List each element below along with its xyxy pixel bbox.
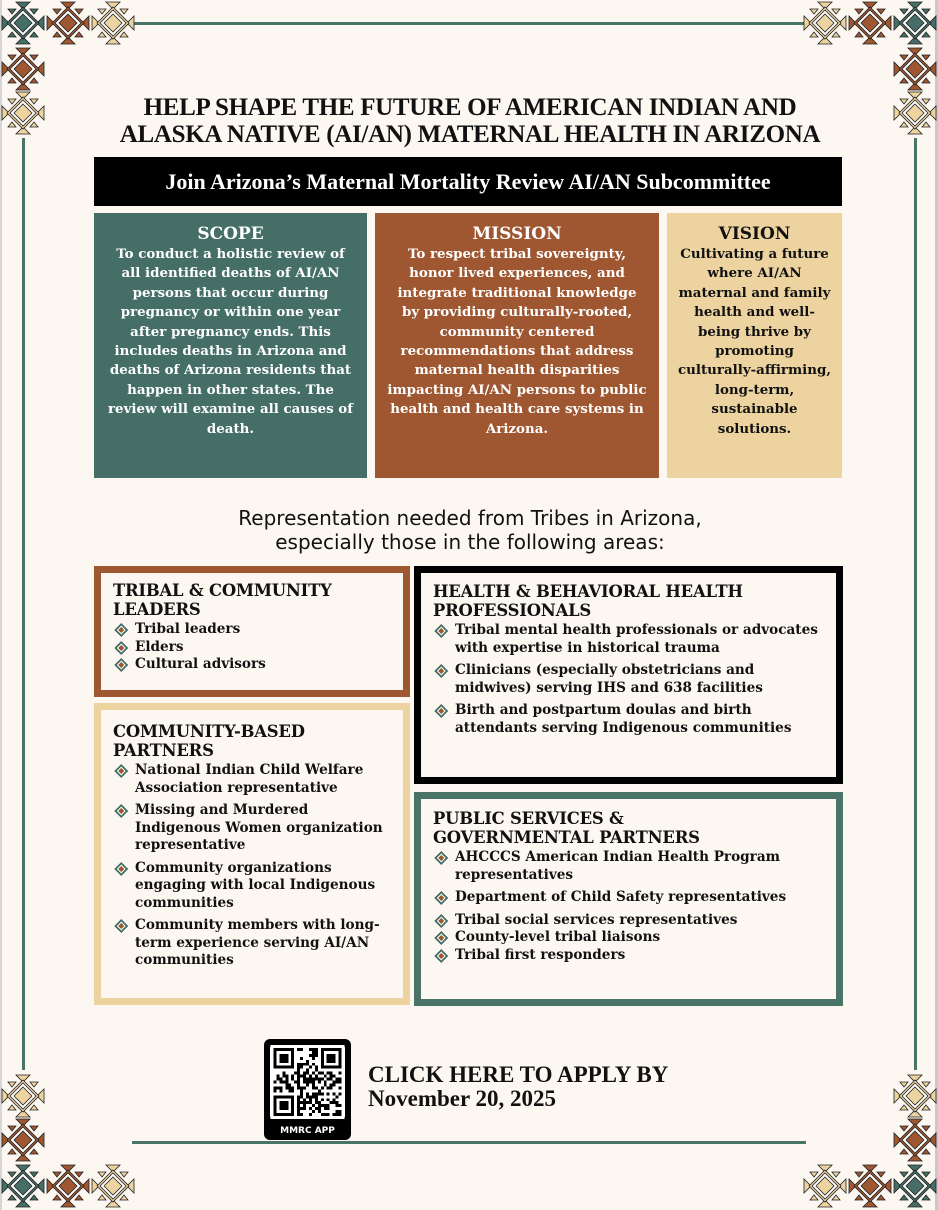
list-item-text: Tribal first responders — [455, 946, 626, 963]
list-item — [113, 656, 393, 674]
list-item-text: AHCCCS American Indian Health Program representatives — [455, 849, 781, 883]
stepped-diamond-bullet-icon — [433, 890, 449, 906]
tribal-heading-line-2: LEADERS — [113, 600, 201, 619]
community-based-partners-box — [94, 703, 410, 1005]
health-heading — [433, 582, 826, 620]
stepped-diamond-bullet-icon — [433, 850, 449, 866]
stepped-diamond-bullet-icon — [113, 763, 129, 779]
southwest-diamond-motif-icon — [0, 1073, 46, 1119]
health-heading-line-1: HEALTH & BEHAVIORAL HEALTH — [433, 582, 743, 601]
southwest-diamond-motif-icon — [892, 0, 938, 46]
representation-line-1: Representation needed from Tribes in Arizona, — [238, 506, 702, 530]
qr-code-icon[interactable] — [270, 1045, 345, 1119]
qr-code-badge[interactable] — [264, 1039, 351, 1140]
vision-card — [667, 213, 842, 478]
representation-line-2: especially those in the following areas: — [275, 530, 665, 554]
vision-heading: VISION — [718, 224, 791, 244]
stepped-diamond-bullet-icon — [113, 622, 129, 638]
border-rule-right — [914, 138, 917, 1070]
stepped-diamond-bullet-icon — [433, 703, 449, 719]
community-heading-line-1: COMMUNITY-BASED — [113, 722, 305, 741]
stepped-diamond-bullet-icon — [433, 663, 449, 679]
southwest-diamond-motif-icon — [802, 1163, 848, 1209]
subcommittee-banner: Join Arizona’s Maternal Mortality Review AI/AN Subcommittee — [94, 157, 842, 206]
southwest-diamond-motif-icon — [0, 0, 46, 46]
list-item-text: Birth and postpartum doulas and birth attendants serving Indigenous communities — [455, 702, 792, 736]
vision-body: Cultivating a future where AI/AN maternal and family health and well-being thrive by promoting culturally-affirming, long-term, sustainable solutions. — [678, 246, 831, 437]
list-item — [113, 917, 393, 970]
title-line-2: ALASKA NATIVE (AI/AN) MATERNAL HEALTH IN ARIZONA — [119, 121, 821, 148]
public-heading-line-2: GOVERNMENTAL PARTNERS — [433, 828, 700, 847]
stepped-diamond-bullet-icon — [113, 861, 129, 877]
southwest-diamond-motif-icon — [0, 1117, 46, 1163]
title-line-1: HELP SHAPE THE FUTURE OF AMERICAN INDIAN AND — [143, 94, 797, 121]
list-item-text: Tribal leaders — [135, 621, 241, 637]
list-item — [433, 622, 826, 657]
border-rule-bottom — [132, 1141, 806, 1144]
list-item-text: Tribal mental health professionals or advocates with expertise in historical trauma — [455, 622, 818, 656]
stepped-diamond-bullet-icon — [433, 623, 449, 639]
health-professionals-box — [414, 566, 843, 784]
southwest-diamond-motif-icon — [892, 90, 938, 136]
list-item — [113, 860, 393, 913]
mission-body: To respect tribal sovereignty, honor lived experiences, and integrate traditional knowledge by providing culturally-rooted, community centered recommendations that address maternal health disparities impacting AI/AN persons to public health and health care systems in Arizona. — [387, 246, 647, 437]
list-item-text: Community organizations engaging with local Indigenous communities — [135, 859, 376, 911]
list-item — [113, 621, 393, 639]
mission-card — [375, 213, 659, 478]
mission-heading: MISSION — [472, 224, 562, 244]
list-item-text: Department of Child Safety representatives — [455, 889, 787, 905]
list-item-text: County-level tribal liaisons — [455, 929, 661, 945]
stepped-diamond-bullet-icon — [113, 803, 129, 819]
tribal-heading — [113, 581, 393, 619]
tribal-list — [113, 621, 393, 674]
public-heading-line-1: PUBLIC SERVICES & — [433, 809, 624, 828]
community-list — [113, 762, 393, 970]
southwest-diamond-motif-icon — [802, 0, 848, 46]
public-services-box — [414, 792, 843, 1006]
southwest-diamond-motif-icon — [892, 1163, 938, 1209]
health-heading-line-2: PROFESSIONALS — [433, 601, 592, 620]
list-item — [433, 912, 826, 930]
page-edge-left — [0, 0, 2, 1210]
apply-link[interactable] — [368, 1063, 668, 1111]
stepped-diamond-bullet-icon — [113, 918, 129, 934]
southwest-diamond-motif-icon — [45, 0, 91, 46]
stepped-diamond-bullet-icon — [433, 948, 449, 964]
southwest-diamond-motif-icon — [0, 46, 46, 92]
scope-body: To conduct a holistic review of all identified deaths of AI/AN persons that occur during pregnancy or within one year after pregnancy ends. This includes deaths in Arizona and deaths of Arizona residents that happen in other states. The review will examine all causes of death. — [108, 246, 353, 437]
southwest-diamond-motif-icon — [90, 0, 136, 46]
health-list — [433, 622, 826, 737]
list-item-text: Cultural advisors — [135, 656, 266, 672]
border-rule-left — [22, 138, 25, 1070]
stepped-diamond-bullet-icon — [113, 657, 129, 673]
representation-heading — [90, 506, 850, 554]
list-item-text: Community members with long-term experience serving AI/AN communities — [135, 917, 380, 968]
southwest-diamond-motif-icon — [892, 1117, 938, 1163]
apply-line-1[interactable]: CLICK HERE TO APPLY BY — [368, 1062, 669, 1087]
list-item — [113, 639, 393, 657]
stepped-diamond-bullet-icon — [113, 640, 129, 656]
southwest-diamond-motif-icon — [847, 1163, 893, 1209]
list-item-text: Tribal social services representatives — [455, 911, 738, 928]
list-item — [433, 702, 826, 737]
border-rule-top — [132, 22, 806, 25]
tribal-community-leaders-box — [94, 566, 410, 697]
qr-code-label: MMRC APP — [280, 1126, 335, 1136]
list-item — [433, 849, 826, 884]
list-item-text: Elders — [135, 638, 184, 655]
stepped-diamond-bullet-icon — [433, 930, 449, 946]
list-item-text: Missing and Murdered Indigenous Women organization representative — [135, 802, 383, 853]
list-item — [433, 929, 826, 947]
list-item — [433, 662, 826, 697]
list-item — [433, 889, 826, 907]
southwest-diamond-motif-icon — [0, 90, 46, 136]
stepped-diamond-bullet-icon — [433, 913, 449, 929]
apply-deadline[interactable]: November 20, 2025 — [368, 1086, 557, 1111]
southwest-diamond-motif-icon — [45, 1163, 91, 1209]
southwest-diamond-motif-icon — [892, 46, 938, 92]
list-item — [433, 947, 826, 965]
list-item — [113, 762, 393, 797]
community-heading-line-2: PARTNERS — [113, 741, 214, 760]
public-heading — [433, 809, 826, 847]
scope-heading: SCOPE — [197, 224, 264, 244]
southwest-diamond-motif-icon — [847, 0, 893, 46]
list-item-text: Clinicians (especially obstetricians and midwives) serving IHS and 638 facilities — [455, 662, 763, 696]
tribal-heading-line-1: TRIBAL & COMMUNITY — [113, 581, 332, 600]
southwest-diamond-motif-icon — [0, 1163, 46, 1209]
page-title — [90, 94, 850, 148]
list-item-text: National Indian Child Welfare Association representative — [135, 762, 364, 796]
southwest-diamond-motif-icon — [892, 1073, 938, 1119]
list-item — [113, 802, 393, 855]
community-heading — [113, 722, 393, 760]
public-list — [433, 849, 826, 964]
southwest-diamond-motif-icon — [90, 1163, 136, 1209]
scope-card — [94, 213, 367, 478]
